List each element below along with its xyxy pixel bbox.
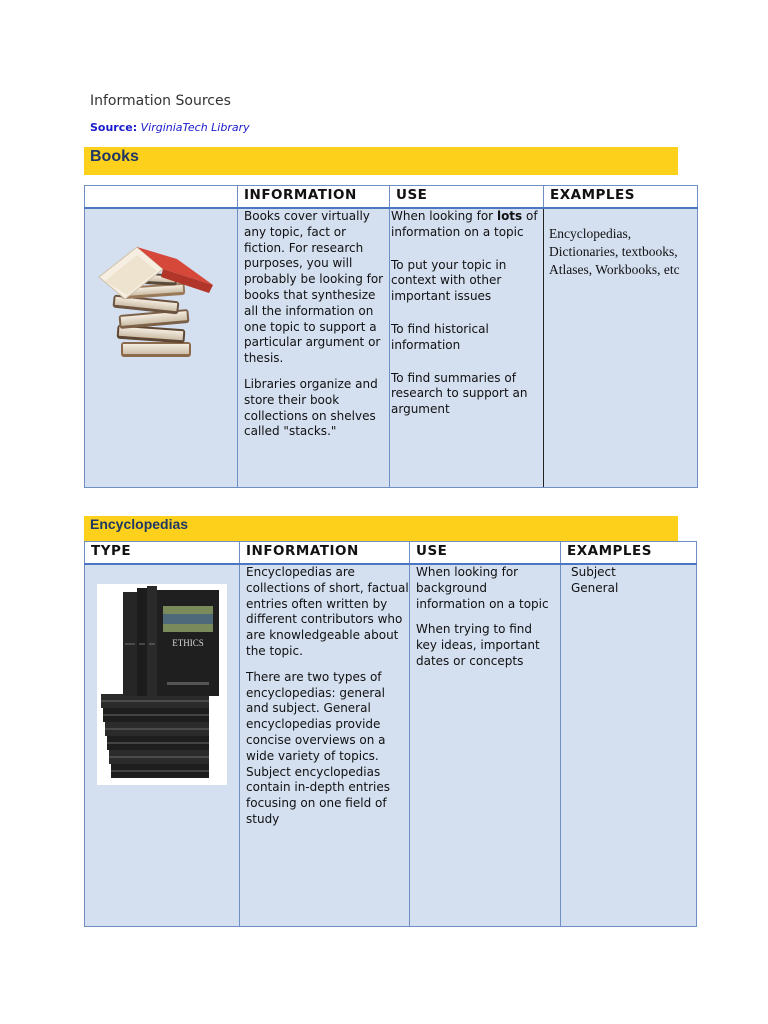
encyclopedias-use-item-2: When trying to find key ideas, important dates or concepts bbox=[416, 622, 540, 668]
encyclopedias-image-cell bbox=[85, 564, 240, 926]
document-title: Information Sources bbox=[90, 93, 231, 109]
books-examples-text: Encyclopedias, Dictionaries, textbooks, Atlases, Workbooks, etc bbox=[549, 226, 680, 277]
books-section-title: Books bbox=[90, 148, 139, 165]
encyclopedias-info-paragraph-1: Encyclopedias are collections of short, factual entries often written by different contributors who are knowledgeable about the topic. bbox=[246, 565, 409, 658]
books-info-paragraph-2: Libraries organize and store their book collections on shelves called "stacks." bbox=[244, 376, 378, 439]
books-use-item-1-pre: When looking for bbox=[391, 209, 494, 223]
books-use-item-2: To put your topic in context with other important issues bbox=[391, 257, 507, 304]
books-use-cell bbox=[390, 208, 544, 487]
encyclopedias-info-paragraph-2: There are two types of encyclopedias: general and subject. General encyclopedias provide concise overviews on a wide variety of topics. Subject encyclopedias contain in-depth entries focusing on one field of study bbox=[246, 669, 390, 826]
encyclopedias-use-item-1: When looking for background information on a topic bbox=[416, 565, 549, 611]
books-info-paragraph-1: Books cover virtually any topic, fact or fiction. For research purposes, you will probably be looking for books that synthesize all the information on one topic to support a particular argument or thesis. bbox=[244, 209, 384, 366]
books-banner bbox=[84, 147, 678, 175]
books-header-blank bbox=[85, 186, 238, 209]
books-header-examples: EXAMPLES bbox=[544, 186, 698, 209]
encyclopedias-banner bbox=[84, 516, 678, 541]
books-use-item-4: To find summaries of research to support an argument bbox=[391, 370, 528, 417]
encyclopedias-use-cell bbox=[410, 564, 561, 926]
books-header-row bbox=[85, 186, 698, 209]
encyclopedia-set-image bbox=[97, 584, 227, 785]
source-link[interactable]: VirginiaTech Library bbox=[140, 121, 250, 134]
stack-of-books-image bbox=[85, 239, 238, 389]
encyclopedias-examples-cell bbox=[561, 564, 697, 926]
books-image-cell bbox=[85, 208, 238, 487]
encyclopedias-header-information: INFORMATION bbox=[240, 542, 410, 565]
books-header-use: USE bbox=[390, 186, 544, 209]
books-use-item-1 bbox=[391, 209, 539, 241]
books-use-item-3: To find historical information bbox=[391, 321, 489, 352]
books-use-item-1-bold: lots bbox=[496, 209, 523, 223]
books-use-item-1-post: of information on a topic bbox=[391, 209, 538, 239]
encyclopedias-section-title: Encyclopedias bbox=[90, 516, 189, 532]
encyclopedias-example-2: General bbox=[571, 580, 619, 595]
books-table bbox=[84, 185, 698, 488]
encyclopedias-header-type: TYPE bbox=[85, 542, 240, 565]
encyclopedias-body-row bbox=[85, 564, 697, 926]
encyclopedia-cover-title: ETHICS bbox=[172, 638, 204, 648]
encyclopedias-example-1: Subject bbox=[571, 565, 616, 579]
source-line bbox=[90, 121, 250, 134]
books-header-information: INFORMATION bbox=[238, 186, 390, 209]
encyclopedias-table bbox=[84, 541, 697, 927]
encyclopedia-set-icon bbox=[97, 584, 227, 785]
encyclopedias-header-row bbox=[85, 542, 697, 565]
books-body-row bbox=[85, 208, 698, 487]
books-info-cell bbox=[238, 208, 390, 487]
encyclopedias-info-cell bbox=[240, 564, 410, 926]
books-examples-cell bbox=[544, 208, 698, 487]
encyclopedias-header-use: USE bbox=[410, 542, 561, 565]
source-label: Source: bbox=[90, 121, 138, 134]
encyclopedias-header-examples: EXAMPLES bbox=[561, 542, 697, 565]
